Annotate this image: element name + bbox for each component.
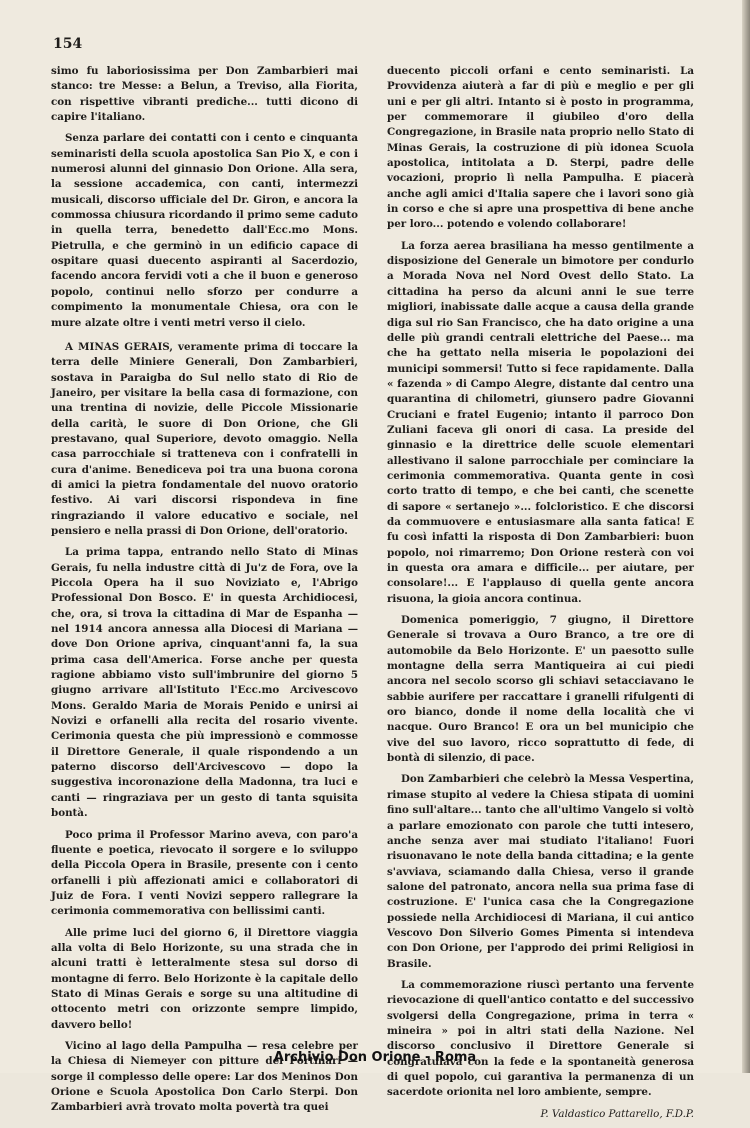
page-number: 154 bbox=[53, 36, 83, 52]
paragraph: simo fu laboriosissima per Don Zambarbieri mai stanco: tre Messe: a Belun, a Treviso, alla Fiorita, con rispettive vibranti prediche... tutti dicono di capire l'italiano. bbox=[51, 65, 358, 124]
paragraph: La forza aerea brasiliana ha messo gentilmente a disposizione del Generale un bimotore per condurlo a Morada Nova nel Nord Ovest dello Stato. La cittadina ha perso da alcuni anni le sue terre migliori, inabissate dalle acque a causa della grande diga sul rio San Francisco, che ha dato origine a una delle più grandi centrali elettriche del Paese... ma che ha gettato nella miseria le popolazioni dei municipi sommersi! Tutto si fece rapidamente. Dalla « fazenda » di Campo Alegre, distante dal centro una quarantina di chilometri, giunsero padre Giovanni Cruciani e fratel Eugenio; intanto il parroco Don Zuliani faceva gli onori di casa. La preside del ginnasio e la direttrice delle scuole elementari allestivano il salone parrocchiale per cominciare la cerimonia commemorativa. Quanta gente in così corto tratto di tempo, e che bei canti, che scenette di sapore « sertanejo »... folcloristico. E che discorsi da commuovere e entusiasmare alla santa fatica! E fu così infatti la risposta di Don Zambarbieri: buon popolo, noi rimarremo; Don Orione resterà con voi in questa ora amara e difficile... per aiutare, per consolare!... E l'applauso di quella gente ancora risuona, la gioia ancora continua. bbox=[387, 239, 694, 605]
paragraph: Don Zambarbieri che celebrò la Messa Vespertina, rimase stupito al vedere la Chiesa stipata di uomini fino sull'altare... tanto che all'ultimo Vangelo si voltò a parlare emozionato con parole che tutti intesero, anche senza aver mai studiato l'italiano! Fuori risuonavano le note della banda cittadina; e la gente s'avviava, sciamando dalla Chiesa, verso il grande salone del patronato, ancora nella sua prima fase di costruzione. E' l'unica casa che la Congregazione possiede nella Archidiocesi di Mariana, il cui antico Vescovo Don Silverio Gomes Pimenta si intendeva con Don Orione, per l'approdo dei primi Religiosi in Brasile. bbox=[387, 773, 694, 970]
paragraph: duecento piccoli orfani e cento seminaristi. La Provvidenza aiuterà a far di più e meglio e per gli uni e per gli altri. Intanto si è posto in programma, per commemorare il giubileo d'oro della Congregazione, in Brasile nata proprio nello Stato di Minas Gerais, la costruzione di più idonea Scuola apostolica, intitolata a D. Sterpi, padre delle vocazioni, proprio lì nella Pampulha. E piacerà anche agli amici d'Italia sapere che i lavori sono già in corso e che si apre una prospettiva di bene anche per loro... potendo e volendo collaborare! bbox=[387, 65, 694, 231]
page-edge-shadow bbox=[742, 0, 750, 1073]
section-paragraph-minas-gerais: A MINAS GERAIS, veramente prima di toccare la terra delle Miniere Generali, Don Zambarbieri, sostava in Paraigba do Sul nello stato di Rio de Janeiro, per visitare la bella casa di formazione, con una trentina di novizie, delle Piccole Missionarie della carità, le suore di Don Orione, che Gli prestavano, qual Superiore, devoto omaggio. Nella casa parrocchiale si tratteneva con i confratelli in cura d'anime. Benediceva poi tra una buona corona di amici la pietra fondamentale del nuovo oratorio festivo. Ai vari discorsi rispondeva in fine ringraziando il valore educativo e sociale, nel pensiero e nella prassi di Don Orione, dell'oratorio. bbox=[51, 340, 358, 537]
paragraph: La prima tappa, entrando nello Stato di Minas Gerais, fu nella industre città di Ju'z de Fora, ove la Piccola Opera ha il suo Noviziato e, l'Abrigo Professional Don Bosco. E' in questa Archidiocesi, che, ora, si trova la cittadina di Mar de Espanha — nel 1914 ancora annessa alla Diocesi di Mariana — dove Don Orione apriva, cinquant'anni fa, la sua prima casa dell'America. Forse anche per questa ragione abbiamo visto sull'imbrunire del giorno 5 giugno arrivare all'Istituto l'Ecc.mo Arcivescovo Mons. Geraldo Maria de Morais Penido e unirsi ai Novizi e orfanelli alla recita del rosario vivente. Cerimonia questa che più impressionò e commosse il Direttore Generale, il quale rispondendo a un paterno discorso dell'Arcivescovo — dopo la suggestiva incoronazione della Madonna, tra luci e canti — ringraziava per un gesto di tanta squisita bontà. bbox=[51, 546, 358, 820]
author-signature: P. Valdastico Pattarello, F.D.P. bbox=[540, 1107, 694, 1120]
paragraph: Poco prima il Professor Marino aveva, con paro'a fluente e poetica, rievocato il sorgere e lo sviluppo della Piccola Opera in Brasile, presente con i cento orfanelli i più affezionati amici e collaboratori di Juiz de Fora. I venti Novizi seppero rallegrare la cerimonia commemorativa con bellissimi canti. bbox=[51, 828, 358, 918]
paragraph: Vicino al lago della Pampulha — resa celebre per la Chiesa di Niemeyer con pitture del Portinari — sorge il complesso delle opere: Lar dos Meninos Don Orione e Scuola Apostolica Don Carlo Sterpi. Don Zambarbieri avrà trovato molta povertà tra quei bbox=[51, 1039, 358, 1114]
archive-footer: Archivio Don Orione - Roma bbox=[273, 1050, 477, 1065]
right-column bbox=[387, 64, 694, 1128]
paragraph: Domenica pomeriggio, 7 giugno, il Direttore Generale si trovava a Ouro Branco, a tre ore di automobile da Belo Horizonte. E' un paesotto sulle montagne della serra Mantiqueira ai cui piedi ancora nel secolo scorso gli schiavi setacciavano le sabbie aurifere per raccattare i granelli rifulgenti di oro bianco, donde il nome della località che vi nacque. Ouro Branco! E ora un bel municipio che vive del suo lavoro, ricco soprattutto di fede, di bontà di silenzio, di pace. bbox=[387, 614, 694, 765]
paragraph: La commemorazione riuscì pertanto una fervente rievocazione di quell'antico contatto e del successivo svolgersi della Congregazione, prima in terra « mineira » poi in altri stati della Nazione. Nel discorso conclusivo il Direttore Generale si congratulava con la fede e la spontaneità generosa di quel popolo, cui garantiva la permanenza di un sacerdote orionita nel loro ambiente, sempre. bbox=[387, 978, 694, 1099]
left-column bbox=[51, 64, 358, 1122]
paragraph: Alle prime luci del giorno 6, il Direttore viaggia alla volta di Belo Horizonte, su una strada che in alcuni tratti è letteralmente stesa sul dorso di montagne di ferro. Belo Horizonte è la capitale dello Stato di Minas Gerais e sorge su una altitudine di ottocento metri con orizzonte sempre limpido, davvero bello! bbox=[51, 926, 358, 1031]
paragraph: Senza parlare dei contatti con i cento e cinquanta seminaristi della scuola apostolica San Pio X, e con i numerosi alunni del ginnasio Don Orione. Alla sera, la sessione accademica, con canti, intermezzi musicali, discorso ufficiale del Dr. Giron, e ancora la commossa chiusura ricordando il primo seme caduto in quella terra, benedetto dall'Ecc.mo Mons. Pietrulla, e che germinò in un edificio capace di ospitare quasi duecento aspiranti al Sacerdozio, facendo ancora fervidi voti a che il buon e generoso popolo, continui nello sforzo per condurre a compimento la monumentale Chiesa, ora con le mure alzate oltre i venti metri verso il cielo. bbox=[51, 132, 358, 329]
